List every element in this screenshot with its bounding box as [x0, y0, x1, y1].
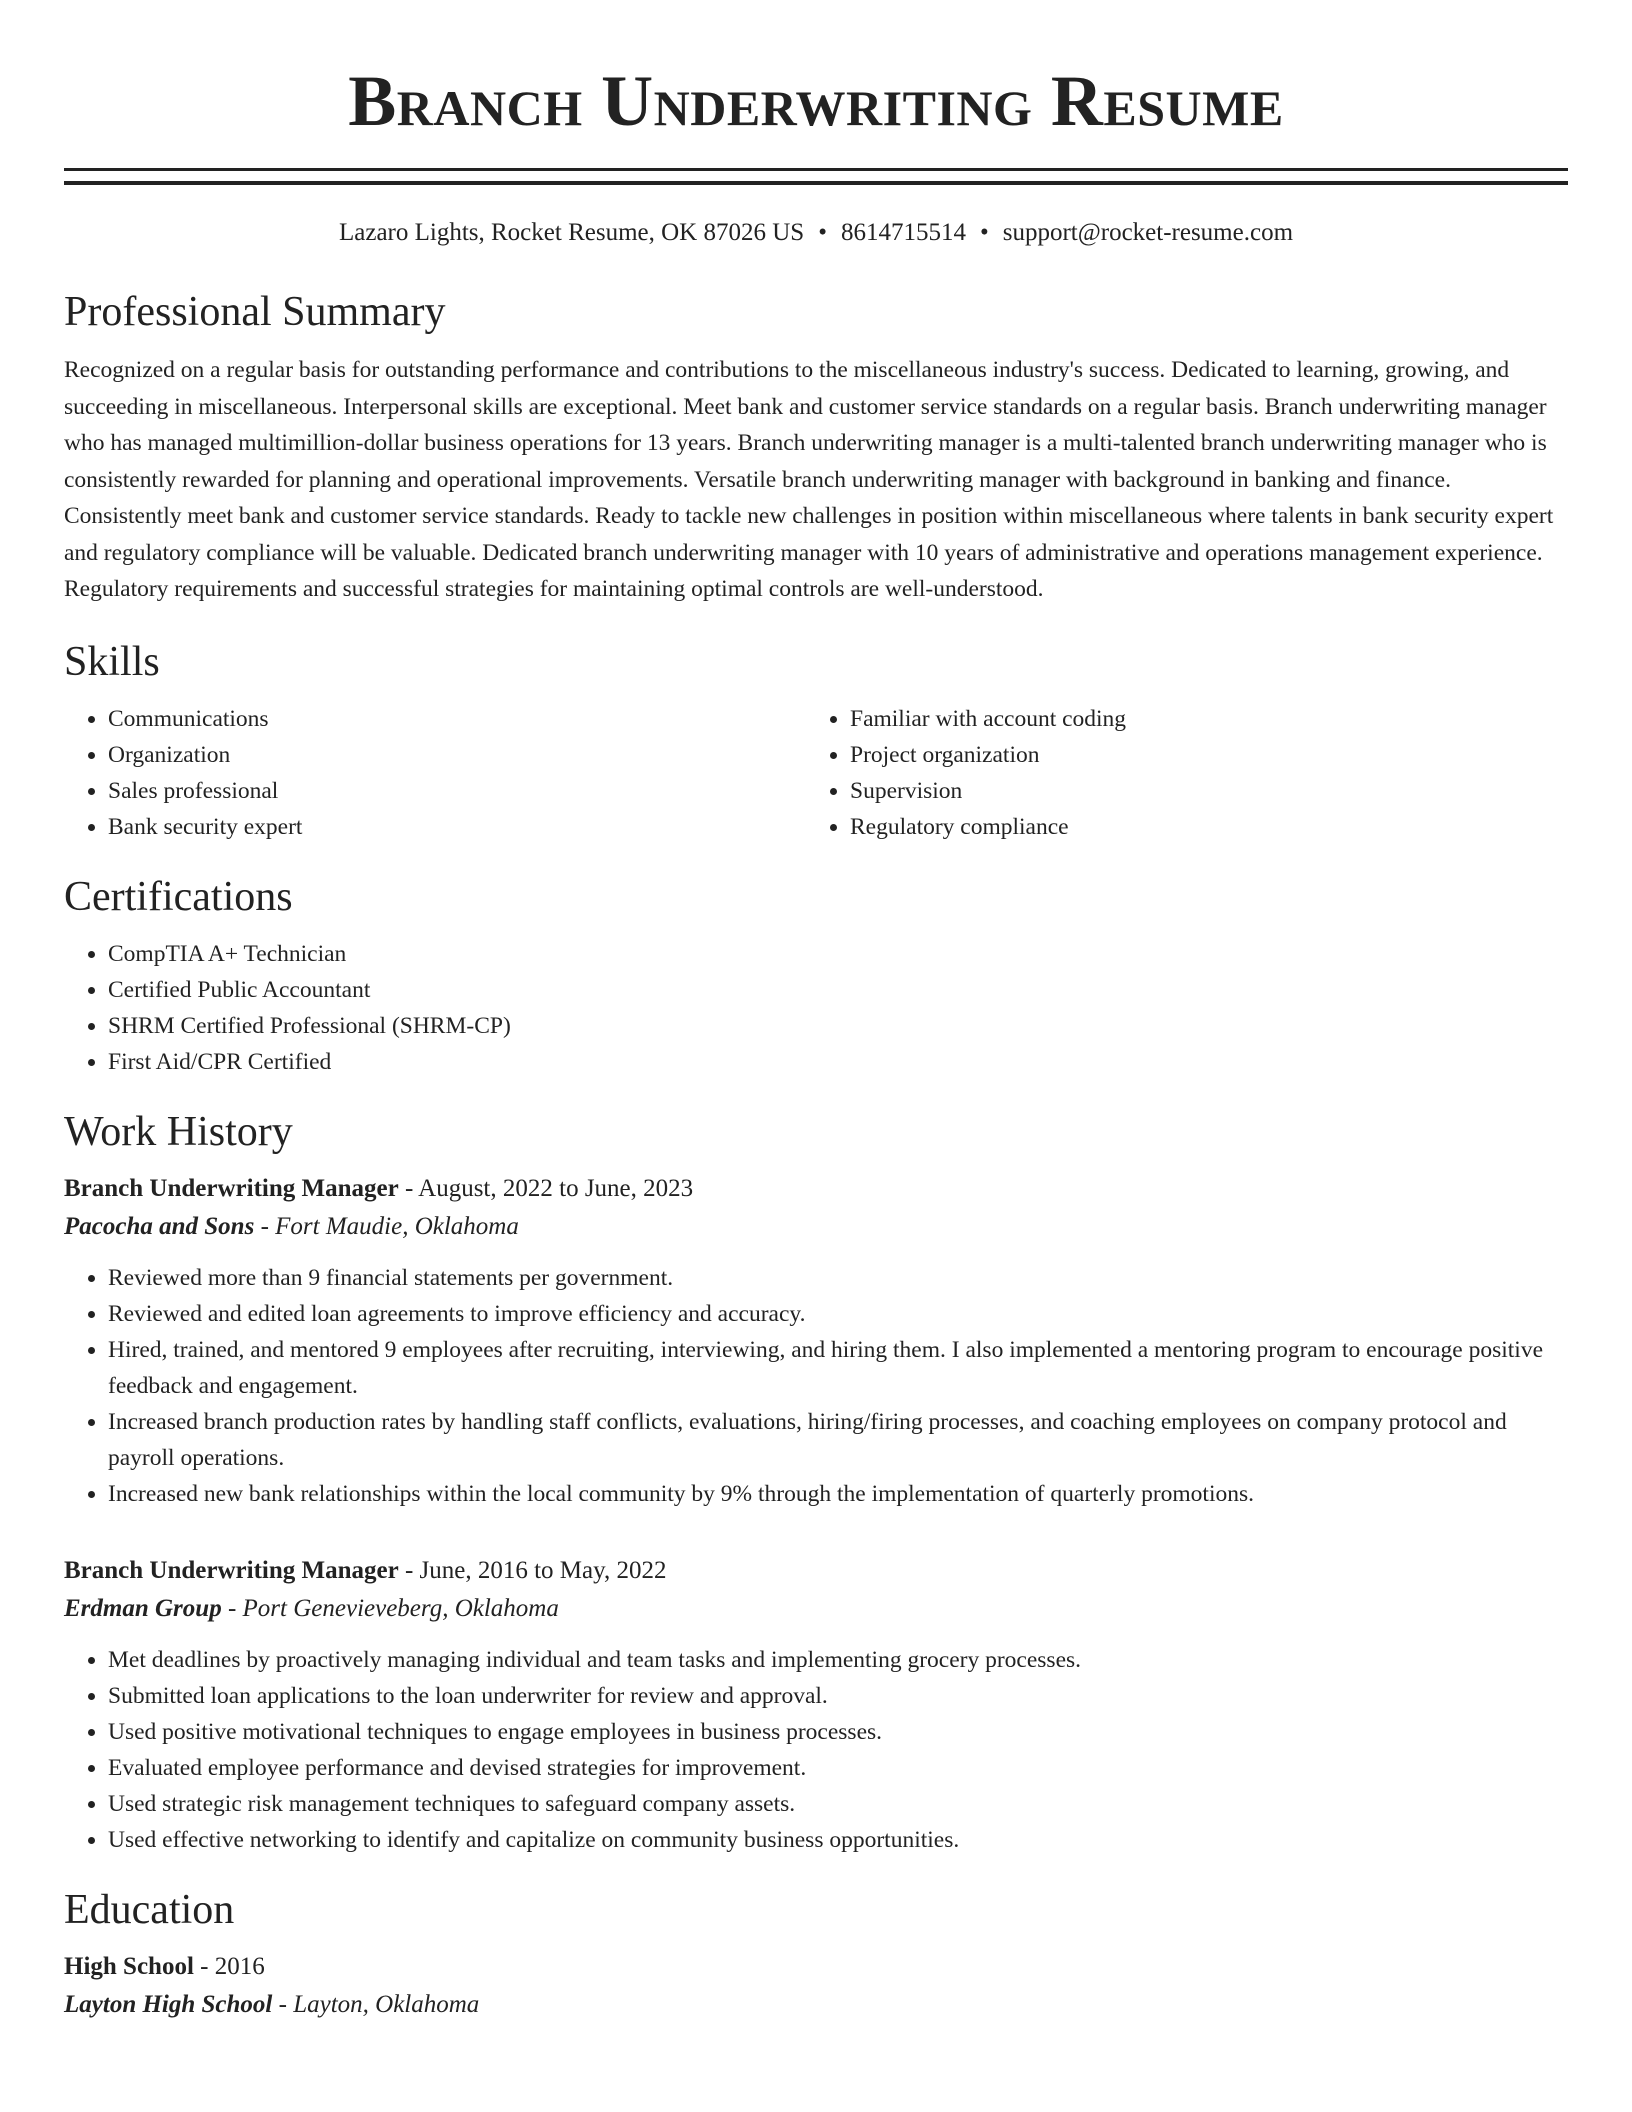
job-entry — [64, 1170, 1568, 1512]
education-entry — [64, 1948, 1568, 2024]
skill-item: • Project organization — [850, 737, 1568, 773]
skills-heading: Skills — [64, 638, 160, 685]
job-bullet: • Increased new bank relationships within the local community by 9% through the implementation of quarterly promotions. — [108, 1476, 1568, 1512]
job-bullet: • Reviewed more than 9 financial statements per government. — [108, 1260, 1568, 1296]
education-degree-line — [64, 1948, 1568, 1986]
work-history-heading: Work History — [64, 1108, 293, 1155]
title-double-rule — [64, 168, 1568, 185]
skill-item: • Supervision — [850, 773, 1568, 809]
job-location: - Fort Maudie, Oklahoma — [254, 1212, 519, 1240]
job-bullet: • Met deadlines by proactively managing individual and team tasks and implementing grocery processes. — [108, 1642, 1568, 1678]
job-bullets — [64, 1642, 1568, 1858]
job-bullet: • Submitted loan applications to the loan underwriter for review and approval. — [108, 1678, 1568, 1714]
contact-email: support@rocket-resume.com — [1002, 219, 1294, 246]
education-year: - 2016 — [193, 1952, 265, 1980]
education-degree: High School — [64, 1952, 194, 1980]
job-title-line — [64, 1552, 1568, 1590]
skills-list-left — [64, 701, 806, 845]
contact-separator: • — [818, 219, 827, 246]
certification-item: • CompTIA A+ Technician — [108, 936, 1568, 972]
certification-item: • SHRM Certified Professional (SHRM-CP) — [108, 1008, 1568, 1044]
contact-phone: 8614715514 — [840, 219, 966, 246]
summary-heading: Professional Summary — [64, 289, 446, 335]
education-location: - Layton, Oklahoma — [272, 1990, 480, 2018]
education-school-line — [64, 1986, 1568, 2024]
skill-item: • Familiar with account coding — [850, 701, 1568, 737]
job-company: Erdman Group — [64, 1594, 222, 1622]
job-dates: - June, 2016 to May, 2022 — [398, 1556, 667, 1584]
education-school: Layton High School — [64, 1990, 273, 2018]
skill-item: • Sales professional — [108, 773, 806, 809]
job-bullet: • Hired, trained, and mentored 9 employees after recruiting, interviewing, and hiring them. I also implemented a mentoring program to encourage positive feedback and engagement. — [108, 1332, 1568, 1404]
contact-separator: • — [979, 219, 989, 246]
job-bullet: • Used effective networking to identify and capitalize on community business opportunities. — [108, 1822, 1568, 1858]
certifications-list — [64, 936, 1568, 1080]
job-company-line — [64, 1590, 1568, 1628]
summary-text: Recognized on a regular basis for outstanding performance and contributions to the miscellaneous industry's success. Dedicated to learning, growing, and succeeding in miscellaneous. Interpersonal skills are exceptional. Meet bank and customer service standards on a regular basis. Branch underwriting manager who has managed multimillion-dollar business operations for 13 years. Branch underwriting manager is a multi-talented branch underwriting manager who is consistently rewarded for planning and operational improvements. Versatile branch underwriting manager with background in banking and finance. Consistently meet bank and customer service standards. Ready to tackle new challenges in position within miscellaneous where talents in bank security expert and regulatory compliance will be valuable. Dedicated branch underwriting manager with 10 years of administrative and operations management experience. Regulatory requirements and successful strategies for maintaining optimal controls are well-understood. — [64, 357, 1554, 602]
job-title: Branch Underwriting Manager — [64, 1174, 399, 1202]
contact-address: Lazaro Lights, Rocket Resume, OK 87026 US — [338, 219, 805, 246]
certification-item: • First Aid/CPR Certified — [108, 1044, 1568, 1080]
job-bullet: • Used positive motivational techniques to engage employees in business processes. — [108, 1714, 1568, 1750]
skills-list-right — [806, 701, 1568, 845]
job-bullet: • Increased branch production rates by handling staff conflicts, evaluations, hiring/firing processes, and coaching employees on company protocol and payroll operations. — [108, 1404, 1568, 1476]
job-location: - Port Genevieveberg, Oklahoma — [221, 1594, 559, 1622]
skill-item: • Regulatory compliance — [850, 809, 1568, 845]
job-company: Pacocha and Sons — [64, 1212, 255, 1240]
job-bullets — [64, 1260, 1568, 1512]
contact-line — [64, 216, 1568, 250]
job-title: Branch Underwriting Manager — [64, 1556, 399, 1584]
job-title-line — [64, 1170, 1568, 1208]
job-entry — [64, 1552, 1568, 1858]
job-dates: - August, 2022 to June, 2023 — [398, 1174, 694, 1202]
certifications-heading: Certifications — [64, 873, 293, 920]
education-heading: Education — [64, 1886, 235, 1933]
job-company-line — [64, 1208, 1568, 1246]
skill-item: • Communications — [108, 701, 806, 737]
skill-item: • Organization — [108, 737, 806, 773]
job-bullet: • Reviewed and edited loan agreements to improve efficiency and accuracy. — [108, 1296, 1568, 1332]
skill-item: • Bank security expert — [108, 809, 806, 845]
skills-grid — [64, 701, 1568, 845]
job-bullet: • Used strategic risk management techniques to safeguard company assets. — [108, 1786, 1568, 1822]
certification-item: • Certified Public Accountant — [108, 972, 1568, 1008]
resume-title: Branch Underwriting Resume — [348, 61, 1284, 141]
job-bullet: • Evaluated employee performance and devised strategies for improvement. — [108, 1750, 1568, 1786]
